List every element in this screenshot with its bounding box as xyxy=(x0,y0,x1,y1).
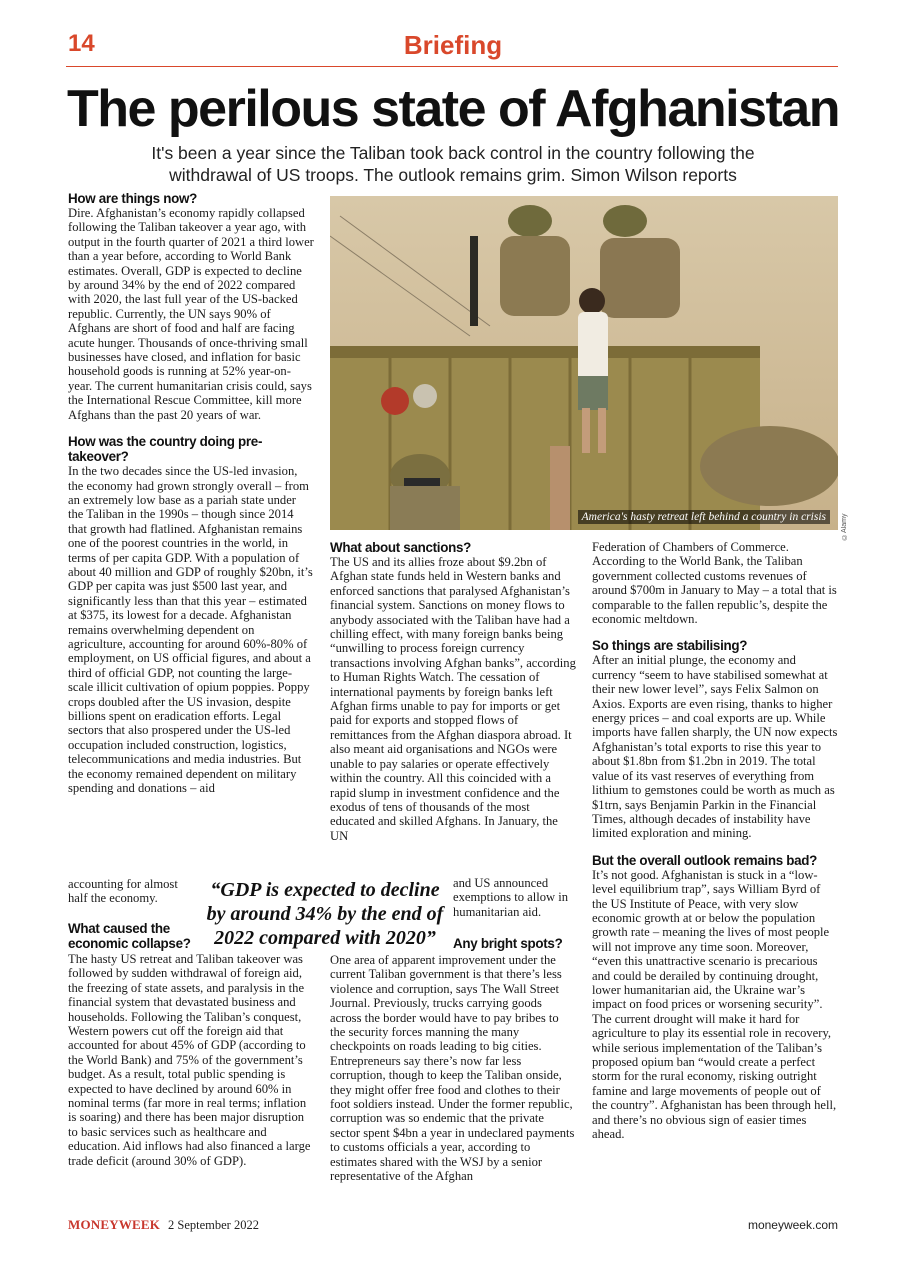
column-2-continued xyxy=(453,876,576,919)
website-url: moneyweek.com xyxy=(747,1218,838,1232)
subhead-pre-takeover: How was the country doing pre-takeover? xyxy=(68,434,263,465)
subhead-sanctions: What about sanctions? xyxy=(330,540,471,555)
column-1-continued xyxy=(68,877,196,906)
pull-quote: “GDP is expected to decline by around 34% by the end of 2022 compared with 2020” xyxy=(206,879,444,949)
paragraph: It’s not good. Afghanistan is stuck in a “low-level equilibrium trap”, says William Byrd of the US Institute of Peace, with very slow economic growth at or below the population growth rate – meaning the lives of most people will not improve any time soon. Moreover, “even this unattractive scenario is precarious and could be derailed by continuing drought, lower humanitarian aid, the Ukraine war’s impact on food prices or worsening security”. The current drought will make it hard for agriculture to play its essential role in recovery, while serious implementation of the Taliban’s proposed opium ban “would create a perfect storm for the rural economy, risking outright famine and large movements of people out of the country”. Afghanistan has been through hell, and there’s no obvious sign of easier times ahead. xyxy=(592,867,837,1142)
column-1-subhead-block xyxy=(68,921,196,951)
subhead-bright-spots: Any bright spots? xyxy=(453,936,563,951)
paragraph: In the two decades since the US-led invasion, the economy had grown strongly overall – from an extremely low base as a pariah state under the Taliban in the 1990s – though since 2014 that growth had flatlined. Afghanistan remains one of the poorest countries in the world, in terms of per capita GDP. With a population of about 40 million and GDP of roughly $20bn, it’s GDP per capita was just $500 last year, and significantly less than that this year – estimated at $375, its lowest for a decade. Afghanistan remains overwhelming dependent on agriculture, accounting for around 60%-80% of employment, on US official figures, and about a third of official GDP, not counting the large-scale illicit cultivation of opium poppies. Poppy crops doubled after the US invasion, despite billions spent on eradication efforts. Legal sectors that also prospered under the US-led occupation included construction, logistics, telecommunications and media industries. But the economy remained dependent on military spending and donations – aid xyxy=(68,464,313,796)
paragraph: accounting for almost half the economy. xyxy=(68,877,178,906)
soldiers-lifting-child-image xyxy=(330,196,838,530)
photo-caption: America's hasty retreat left behind a country in crisis xyxy=(578,510,830,524)
paragraph: The hasty US retreat and Taliban takeover was followed by sudden withdrawal of foreign aid, the freezing of state assets, and paralysis in the financial system that devastated business and households. Following the Taliban’s conquest, Western powers cut off the foreign aid that accounted for about 45% of GDP (according to the World Bank) and 75% of the government’s budget. As a result, total public spending is expected to have declined by around 60% in nominal terms (far more in real terms; inflation is soaring) and there has been major disruption to basic services such as healthcare and education. Aid inflows had also financed a large trade deficit (around 30% of GDP). xyxy=(68,952,311,1168)
page-number: 14 xyxy=(68,30,95,57)
photo-credit: ©Alamy xyxy=(841,513,848,540)
column-1 xyxy=(68,191,314,795)
column-2-subhead-block xyxy=(453,936,576,951)
header-rule xyxy=(66,66,838,67)
section-title: Briefing xyxy=(403,30,503,60)
paragraph: One area of apparent improvement under the current Taliban government is that there’s less violence and corruption, says The Wall Street Journal. Previously, trucks carrying goods across the border would have to pay bribes to the security forces manning the many checkpoints on roads leading to big cities. Entrepreneurs say there’s now far less corruption, though to keep the Taliban onside, they might offer free food and clothes to their foot soldiers instead. Under the former republic, corruption was so endemic that the private sector spent $4bn a year in undeclared payments to customs officials a year, according to estimates shared with the WSJ by a senior representative of the Afghan xyxy=(330,953,575,1184)
column-1-lower xyxy=(68,952,314,1168)
moneyweek-logo: MONEYWEEK xyxy=(68,1217,161,1232)
issue-date: 2 September 2022 xyxy=(168,1218,259,1232)
news-photo xyxy=(330,196,838,530)
column-2-lower xyxy=(330,953,576,1184)
standfirst: It's been a year since the Taliban took back control in the country following the withdrawal of US troops. The outlook remains grim. Simon Wilson reports xyxy=(151,143,755,185)
paragraph: and US announced exemptions to allow in humanitarian aid. xyxy=(453,876,569,919)
subhead-how-are-things-now: How are things now? xyxy=(68,191,197,206)
column-2 xyxy=(330,540,576,843)
column-3 xyxy=(592,540,838,1141)
headline: The perilous state of Afghanistan xyxy=(67,80,839,138)
paragraph: The US and its allies froze about $9.2bn of Afghan state funds held in Western banks and enforced sanctions that paralysed Afghanistan’s financial system. Sanctions on money flows to anybody associated with the Taliban have had a chilling effect, with many foreign banks being “unwilling to process foreign currency transactions involving Afghan banks”, according to Human Rights Watch. The cessation of international payments by foreign banks left Afghan firms unable to pay for imports or get paid for exports and stopped flows of remittances from the Afghan diaspora abroad. It also meant aid organisations and NGOs were unable to pay salaries or operate effectively within the country. All this coincided with a rapid slump in investment confidence and the exodus of tens of thousands of the most educated and skilled Afghans. In January, the UN xyxy=(330,555,576,843)
subhead-outlook: But the overall outlook remains bad? xyxy=(592,852,818,868)
subhead-stabilising: So things are stabilising? xyxy=(592,638,748,654)
subhead-economic-collapse: What caused the economic collapse? xyxy=(68,921,191,951)
paragraph: After an initial plunge, the economy and currency “seem to have stabilised somewhat at their new lower level”, says Felix Salmon on Axios. Exports are even rising, thanks to higher energy prices – and coal exports are up. While imports have fallen sharply, the UN now expects Afghanistan’s total exports to rise this year to about $1.8bn from $1.2bn in 2019. The total value of its vast reserves of everything from lithium to gemstones could be worth as much as $1trn, says Benjamin Parkin in the Financial Times, although decades of instability have limited exploration and mining. xyxy=(592,653,838,841)
paragraph: Dire. Afghanistan’s economy rapidly collapsed following the Taliban takeover a year ago, with output in the fourth quarter of 2021 a third lower than a year before, according to World Bank estimates. Overall, GDP is expected to decline by around 34% by the end of 2022 compared with 2020, the last full year of the US-backed republic. Currently, the UN says 90% of Afghans are short of food and half are facing acute hunger. Thousands of once-thriving small businesses have closed, and inflation for basic household goods is running at 52% year-on-year. The current humanitarian crisis could, says the International Rescue Committee, kill more Afghans than the past 20 years of war. xyxy=(68,206,314,422)
paragraph: Federation of Chambers of Commerce. According to the World Bank, the Taliban government collected customs revenues of around $700m in January to May – a total that is comparable to the fallen republic’s, despite the economic meltdown. xyxy=(592,540,837,627)
